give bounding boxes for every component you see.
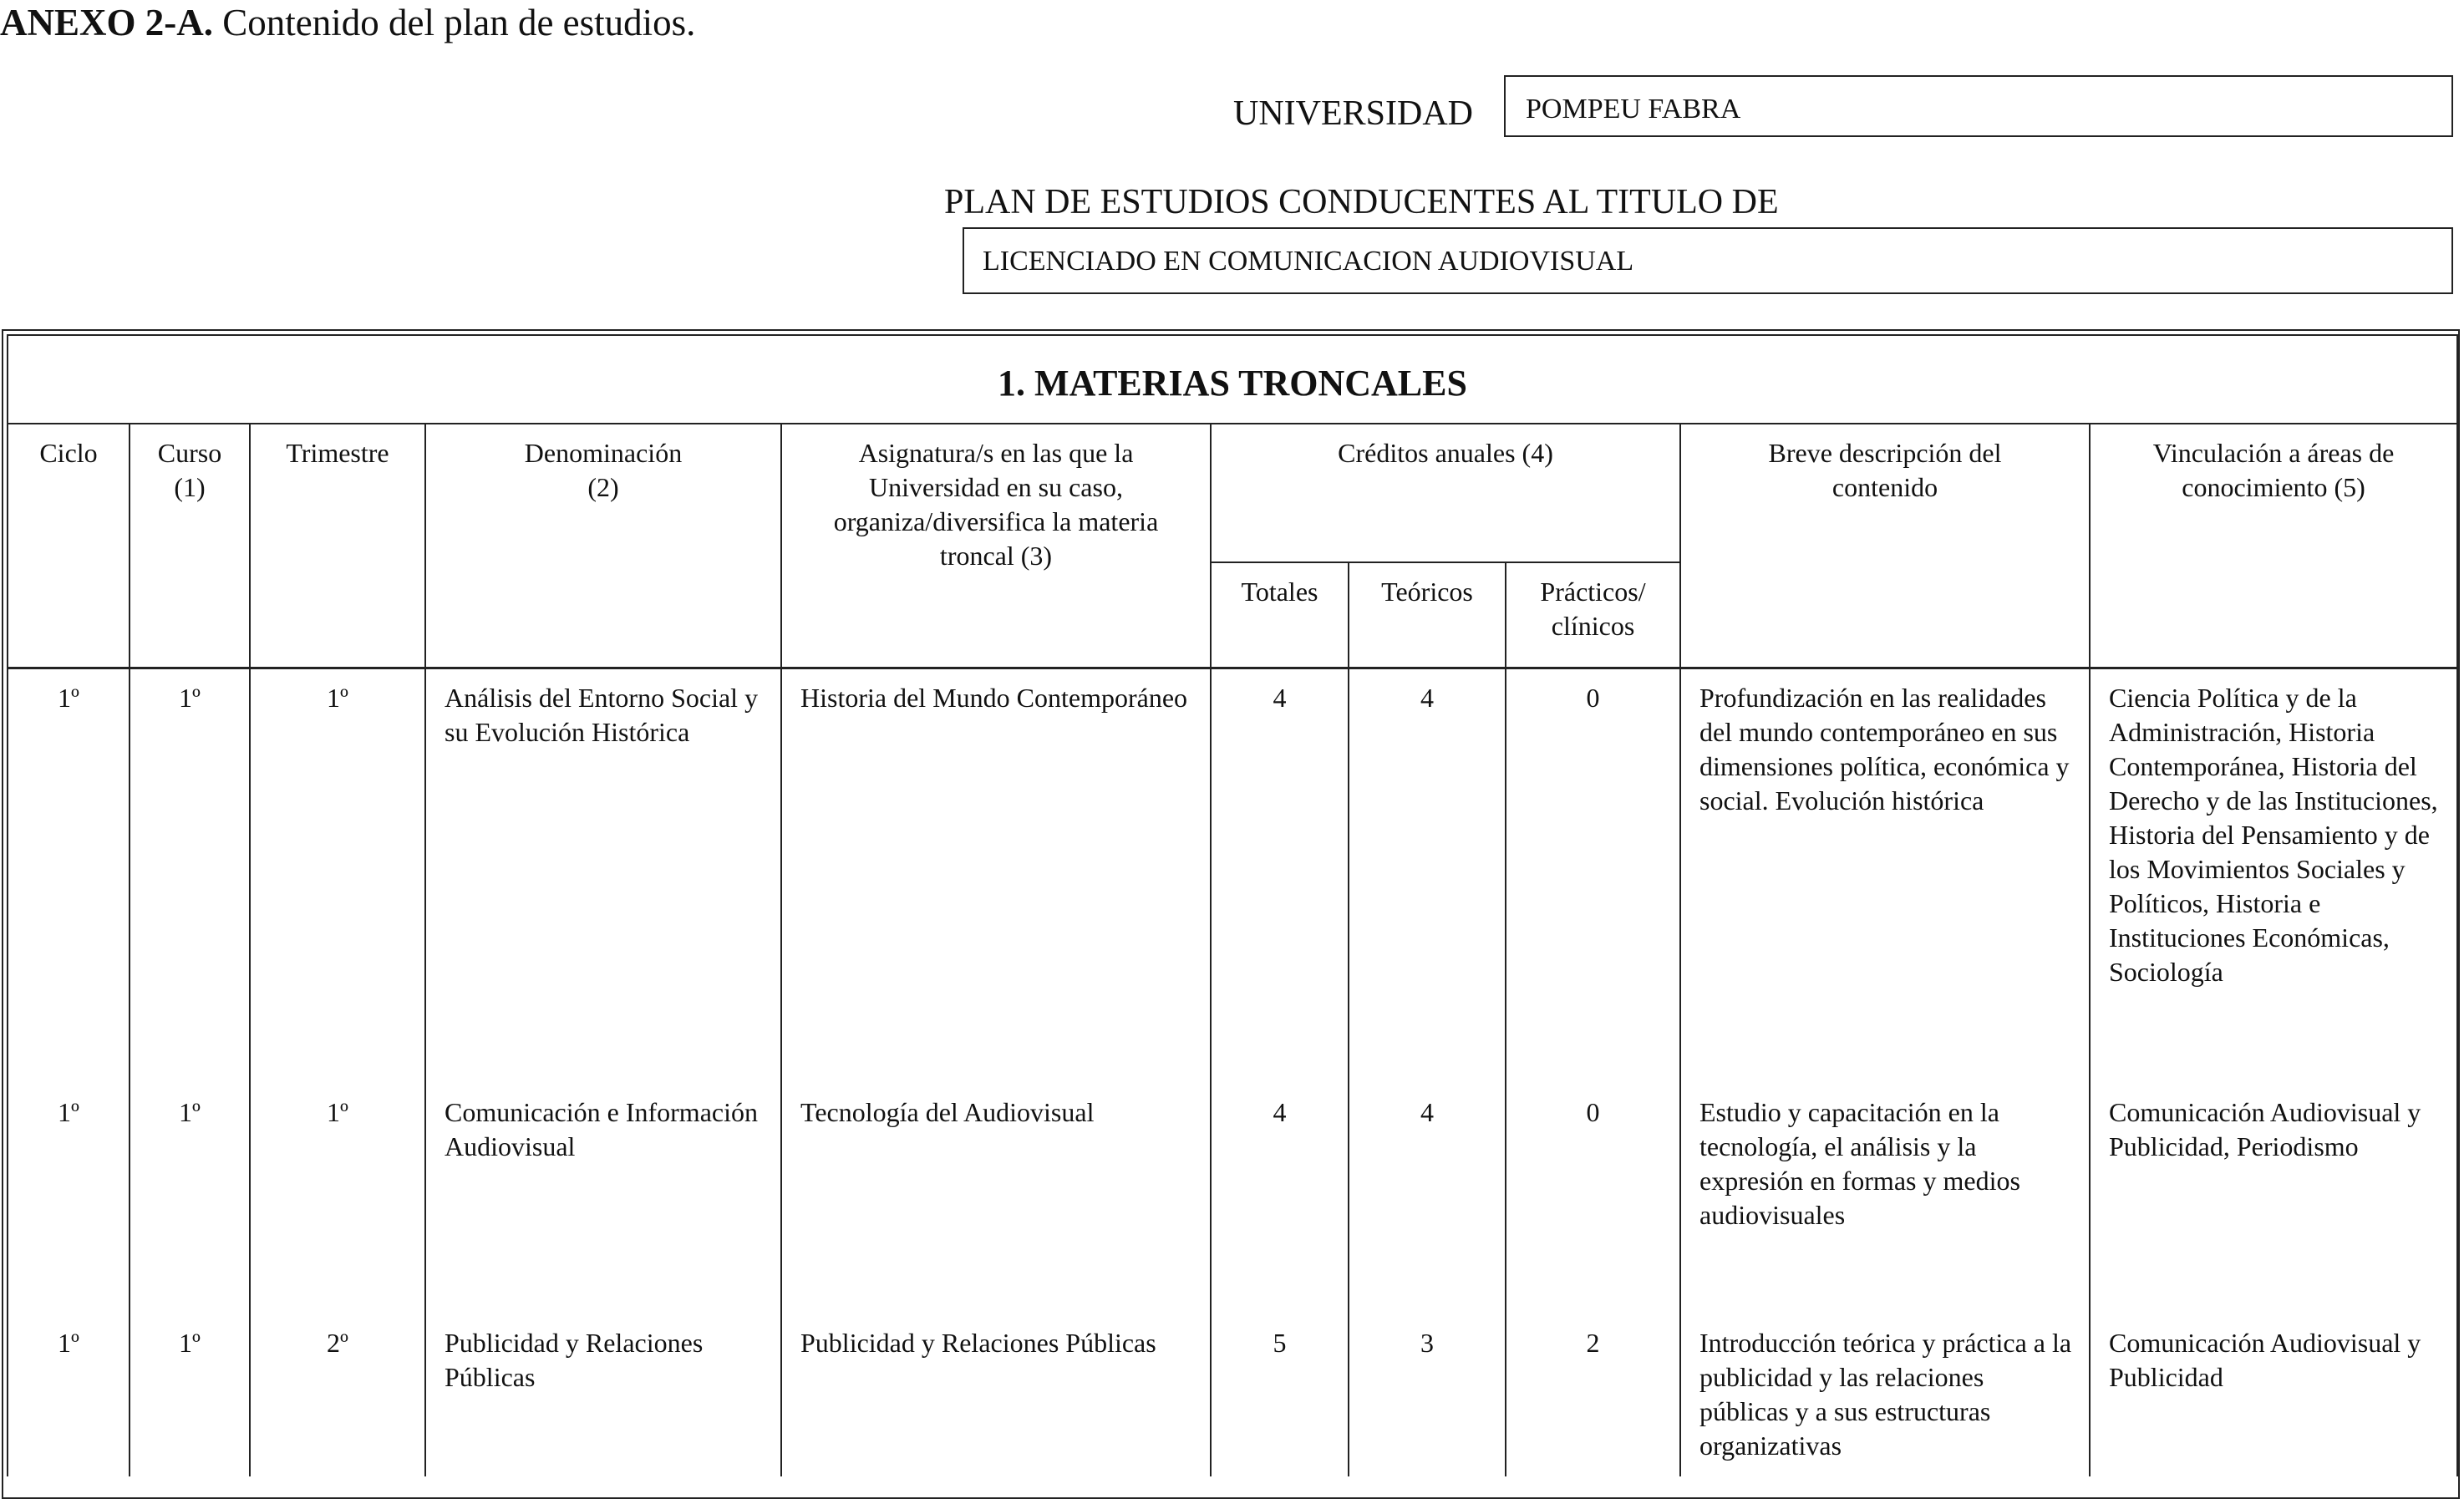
col-totales: Totales	[1211, 562, 1349, 668]
cell-descripcion: Estudio y capacitación en la tecnología, el análisis y la expresión en formas y medios audiovisuales	[1680, 1089, 2090, 1319]
col-denominacion-label: Denominación	[524, 438, 683, 468]
cell-practicos: 0	[1506, 1089, 1680, 1319]
annex-number: ANEXO 2-A.	[0, 2, 213, 43]
cell-trimestre: 1º	[250, 1089, 425, 1319]
cell-teoricos: 4	[1349, 668, 1506, 1090]
plan-label: PLAN DE ESTUDIOS CONDUCENTES AL TITULO DE	[944, 183, 1779, 221]
annex-heading	[0, 0, 695, 45]
cell-practicos: 2	[1506, 1319, 1680, 1476]
table-row	[8, 1089, 2457, 1319]
col-descripcion: Breve descripción del contenido	[1680, 424, 2090, 668]
cell-denominacion: Análisis del Entorno Social y su Evolución Histórica	[425, 668, 781, 1090]
col-vinculacion: Vinculación a áreas de conocimiento (5)	[2090, 424, 2457, 668]
cell-teoricos: 3	[1349, 1319, 1506, 1476]
col-curso-note: (1)	[174, 472, 206, 502]
cell-totales: 4	[1211, 668, 1349, 1090]
cell-ciclo: 1º	[8, 668, 130, 1090]
cell-descripcion: Introducción teórica y práctica a la publicidad y las relaciones públicas y a sus estructuras organizativas	[1680, 1319, 2090, 1476]
col-curso-label: Curso	[157, 438, 222, 468]
cell-asignatura: Tecnología del Audiovisual	[781, 1089, 1211, 1319]
cell-denominacion: Publicidad y Relaciones Públicas	[425, 1319, 781, 1476]
cell-asignatura: Publicidad y Relaciones Públicas	[781, 1319, 1211, 1476]
cell-descripcion: Profundización en las realidades del mundo contemporáneo en sus dimensiones política, económica y social. Evolución histórica	[1680, 668, 2090, 1090]
col-trimestre: Trimestre	[250, 424, 425, 668]
col-ciclo: Ciclo	[8, 424, 130, 668]
cell-trimestre: 1º	[250, 668, 425, 1090]
cell-totales: 5	[1211, 1319, 1349, 1476]
col-teoricos: Teóricos	[1349, 562, 1506, 668]
col-asignaturas: Asignatura/s en las que la Universidad en su caso, organiza/diversifica la materia troncal (3)	[781, 424, 1211, 668]
cell-vinculacion: Comunicación Audiovisual y Publicidad, Periodismo	[2090, 1089, 2457, 1319]
table-title: 1. MATERIAS TRONCALES	[8, 335, 2457, 424]
university-label: UNIVERSIDAD	[1233, 94, 1473, 133]
cell-vinculacion: Comunicación Audiovisual y Publicidad	[2090, 1319, 2457, 1476]
annex-title: Contenido del plan de estudios.	[213, 2, 696, 43]
cell-denominacion: Comunicación e Información Audiovisual	[425, 1089, 781, 1319]
university-field: POMPEU FABRA	[1504, 75, 2453, 137]
cell-ciclo: 1º	[8, 1319, 130, 1476]
cell-practicos: 0	[1506, 668, 1680, 1090]
degree-field: LICENCIADO EN COMUNICACION AUDIOVISUAL	[963, 227, 2453, 294]
cell-ciclo: 1º	[8, 1089, 130, 1319]
cell-vinculacion: Ciencia Política y de la Administración, Historia Contemporánea, Historia del Derecho y de las Instituciones, Historia del Pensamiento y de los Movimientos Sociales y Políticos, Historia e Instituciones Económicas, Sociología	[2090, 668, 2457, 1090]
table-row	[8, 1319, 2457, 1476]
cell-curso: 1º	[130, 668, 250, 1090]
col-curso	[130, 424, 250, 668]
col-denominacion	[425, 424, 781, 668]
cell-asignatura: Historia del Mundo Contemporáneo	[781, 668, 1211, 1090]
col-creditos: Créditos anuales (4)	[1211, 424, 1680, 562]
cell-curso: 1º	[130, 1089, 250, 1319]
cell-teoricos: 4	[1349, 1089, 1506, 1319]
materias-troncales-table	[7, 334, 2458, 1476]
cell-totales: 4	[1211, 1089, 1349, 1319]
cell-curso: 1º	[130, 1319, 250, 1476]
cell-trimestre: 2º	[250, 1319, 425, 1476]
col-practicos: Prácticos/ clínicos	[1506, 562, 1680, 668]
table-row	[8, 668, 2457, 1090]
col-denominacion-note: (2)	[587, 472, 619, 502]
